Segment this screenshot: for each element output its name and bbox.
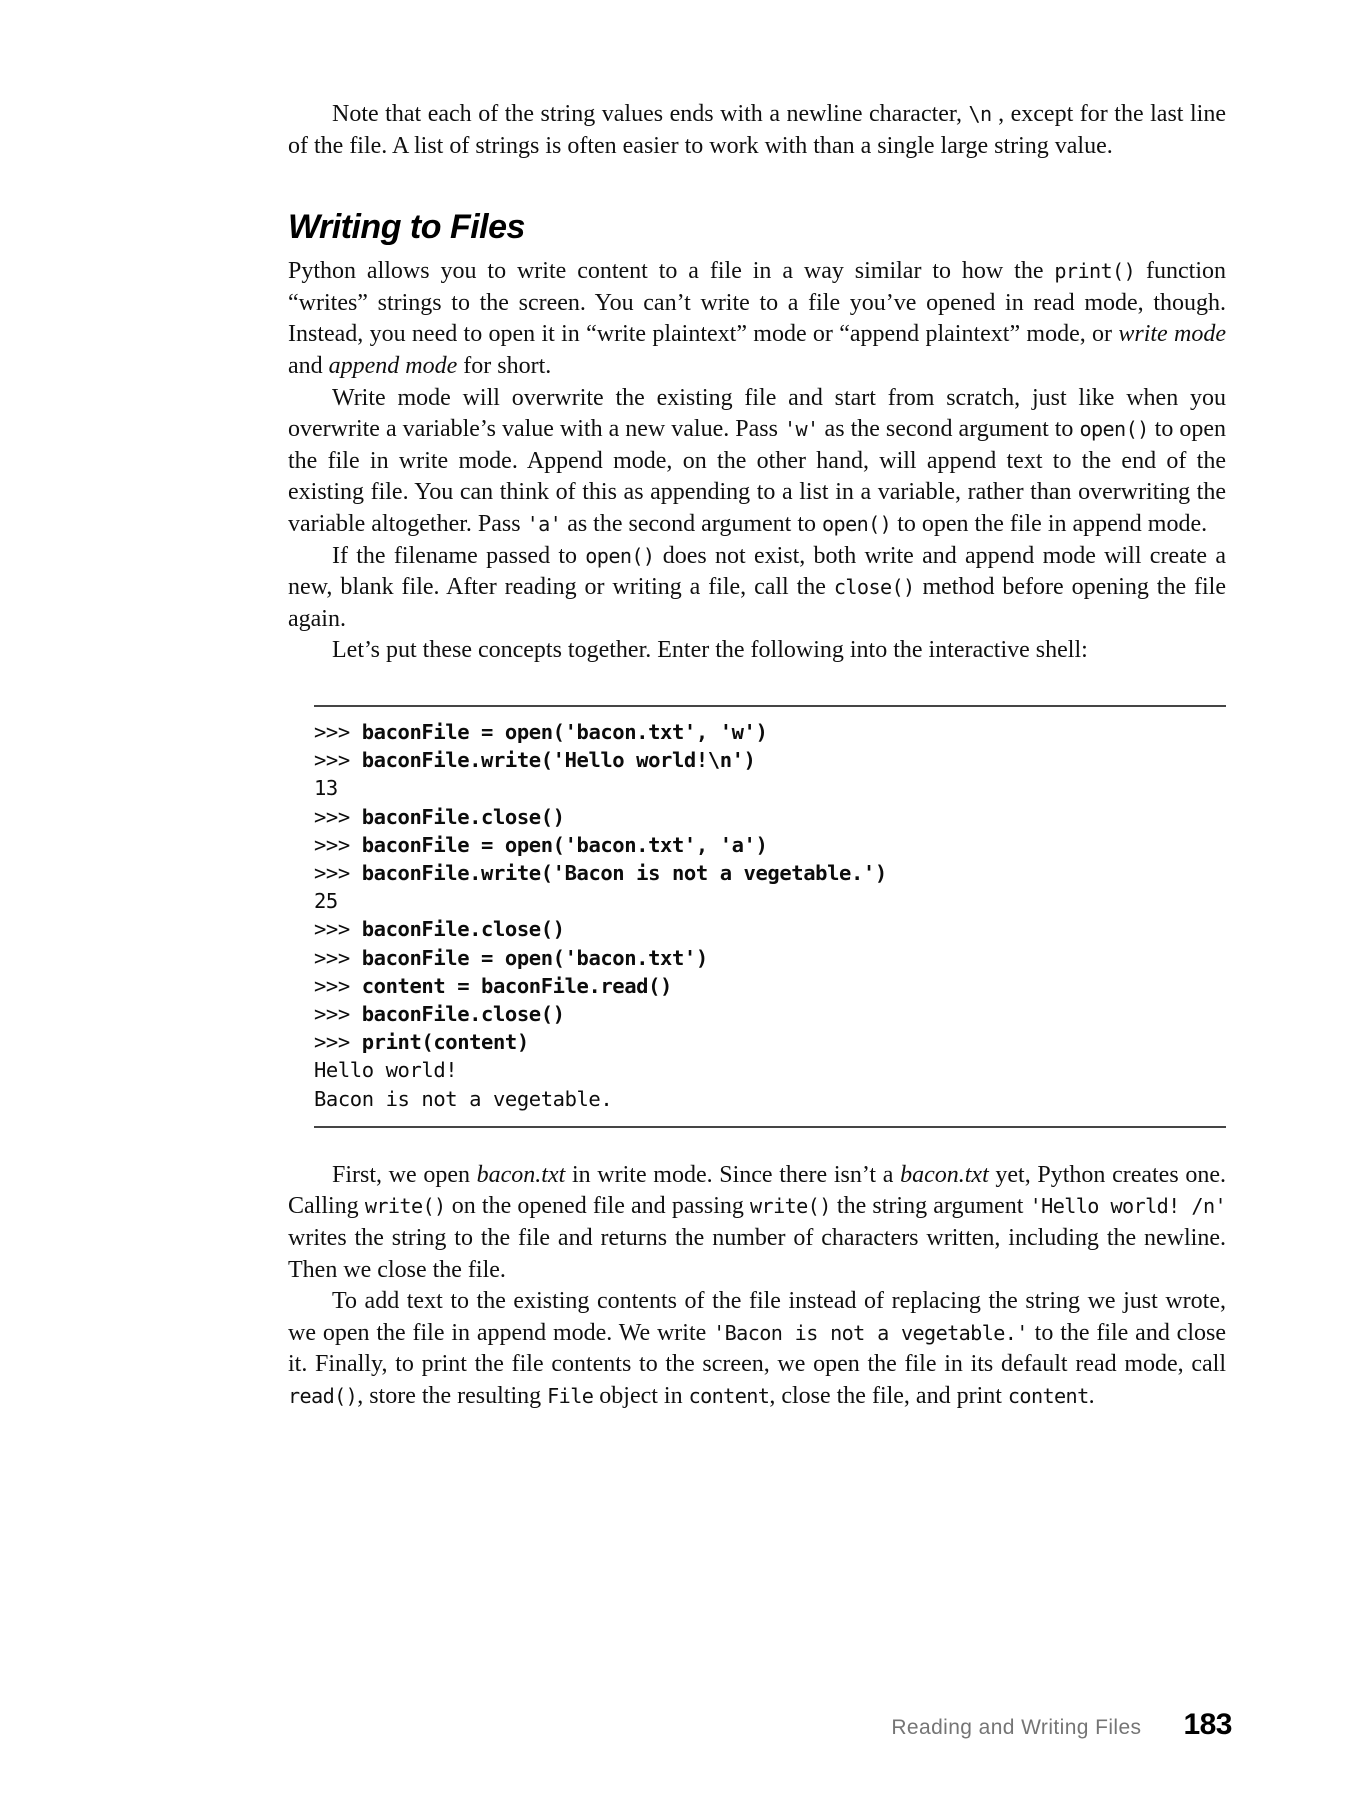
shell-prompt: >>>	[314, 1030, 362, 1055]
code-line	[314, 746, 1226, 774]
paragraph	[288, 256, 1226, 382]
shell-output: Hello world!	[314, 1058, 458, 1083]
inline-code: read()	[288, 1383, 358, 1408]
text-run: .	[1088, 1382, 1095, 1409]
inline-code: File	[547, 1383, 594, 1408]
inline-code: \n	[968, 102, 992, 126]
text-run: writes the string to the file and returns the number of characters written, including the newline. Then we close the file.	[288, 1224, 1226, 1283]
text-run: as the second argument to	[561, 510, 823, 537]
paragraph	[288, 1286, 1226, 1412]
text-run: , store the resulting	[357, 1382, 548, 1409]
shell-output: Bacon is not a vegetable.	[314, 1086, 613, 1111]
text-run: First, we open	[332, 1161, 477, 1188]
shell-prompt: >>>	[314, 748, 362, 773]
code-line	[314, 1056, 1226, 1084]
shell-input: baconFile = open('bacon.txt', 'w')	[361, 719, 768, 744]
code-line	[314, 803, 1226, 831]
shell-prompt: >>>	[314, 804, 362, 829]
text-run: write mode	[1118, 321, 1226, 348]
text-run: append mode	[328, 352, 458, 379]
text-run: to open the file in write mode. Append mode, on the other hand, will append text to the end of the existing file. You can think of this as appending to a list in a variable, rather than overwriting the variable altogether. Pass	[288, 416, 1226, 537]
text-run: yet, Python creates one. Calling	[288, 1161, 1226, 1220]
text-run: bacon.txt	[476, 1161, 566, 1188]
text-run: Note that each of the string values ends with a newline character,	[332, 101, 969, 127]
inline-code: content	[688, 1383, 770, 1408]
body-paragraphs-after-code	[288, 1160, 1226, 1413]
shell-prompt: >>>	[314, 945, 362, 970]
text-run: bacon.txt	[900, 1161, 989, 1188]
shell-input: baconFile.write('Hello world!\n')	[361, 748, 756, 773]
text-run: and	[288, 352, 329, 379]
paragraph	[288, 635, 1226, 667]
code-line	[314, 1000, 1226, 1028]
inline-code: content	[1007, 1383, 1089, 1408]
shell-input: baconFile.close()	[361, 804, 565, 829]
inline-code: 'Hello world! /n'	[1029, 1194, 1227, 1219]
text-run: to the file and close it. Finally, to print the file contents to the screen, we open the file in its default read mode, call	[288, 1319, 1226, 1378]
inline-code: open()	[1079, 417, 1149, 442]
text-run: the string argument	[830, 1193, 1030, 1220]
code-line	[314, 831, 1226, 859]
shell-input: baconFile = open('bacon.txt', 'a')	[361, 832, 768, 857]
inline-code: write()	[750, 1194, 831, 1219]
shell-output: 25	[314, 889, 338, 914]
shell-prompt: >>>	[314, 832, 362, 857]
paragraph	[288, 541, 1226, 636]
text-run: for short.	[457, 352, 552, 379]
inline-code: print()	[1054, 259, 1136, 284]
paragraph	[288, 383, 1226, 541]
shell-input: baconFile.write('Bacon is not a vegetable.')	[361, 860, 887, 885]
shell-output: 13	[314, 776, 338, 801]
text-run: , except for the last line of the file. A list of strings is often easier to work with than a single large string value.	[288, 101, 1226, 159]
shell-input: print(content)	[361, 1030, 529, 1055]
inline-code: close()	[833, 575, 915, 600]
footer-section-title: Reading and Writing Files	[891, 1716, 1142, 1739]
text-run: To add text to the existing contents of the file instead of replacing the string we just wrote, we open the file in append mode. We write	[288, 1288, 1226, 1346]
text-run: as the second argument to	[818, 416, 1080, 443]
inline-code: open()	[822, 511, 892, 536]
code-line	[314, 859, 1226, 887]
text-run: object in	[593, 1382, 689, 1409]
intro-paragraphs	[288, 99, 1226, 162]
code-line	[314, 774, 1226, 802]
body-paragraphs-before-code	[288, 256, 1226, 667]
inline-code: 'Bacon is not a vegetable.'	[713, 1320, 1028, 1345]
code-line	[314, 1085, 1226, 1113]
interactive-shell-code-block	[314, 705, 1226, 1128]
text-run: Python allows you to write content to a file in a way similar to how the	[288, 258, 1055, 285]
code-line	[314, 1028, 1226, 1056]
text-run: method before opening the file again.	[288, 574, 1226, 632]
page-content	[288, 99, 1226, 1413]
inline-code: 'a'	[526, 511, 562, 536]
page-number: 183	[1183, 1708, 1232, 1741]
shell-prompt: >>>	[314, 1001, 362, 1026]
inline-code: open()	[585, 543, 655, 568]
inline-code: 'w'	[783, 417, 819, 442]
section-heading: Writing to Files	[288, 208, 525, 247]
code-line	[314, 718, 1226, 746]
code-line	[314, 887, 1226, 915]
inline-code: write()	[364, 1194, 446, 1219]
text-run: to open the file in append mode.	[891, 510, 1208, 537]
shell-prompt: >>>	[314, 860, 362, 885]
text-run: in write mode. Since there isn’t a	[565, 1161, 901, 1188]
shell-prompt: >>>	[314, 917, 362, 942]
shell-input: baconFile.close()	[361, 1001, 565, 1026]
text-run: on the opened file and passing	[445, 1193, 751, 1220]
shell-input: baconFile = open('bacon.txt')	[361, 945, 708, 970]
text-run: , close the file, and print	[769, 1382, 1008, 1409]
page-footer	[891, 1708, 1232, 1742]
shell-prompt: >>>	[314, 973, 362, 998]
paragraph	[288, 1160, 1226, 1286]
shell-input: content = baconFile.read()	[361, 973, 672, 998]
text-run: If the filename passed to	[332, 542, 586, 569]
code-line	[314, 944, 1226, 972]
text-run: function “writes” strings to the screen. You can’t write to a file you’ve opened in read mode, though. Instead, you need to open it in “write plaintext” mode or “append plaintext” mode, or	[288, 258, 1226, 348]
code-line	[314, 915, 1226, 943]
shell-input: baconFile.close()	[361, 917, 565, 942]
text-run: Write mode will overwrite the existing file and start from scratch, just like when you overwrite a variable’s value with a new value. Pass	[288, 384, 1226, 443]
paragraph	[288, 99, 1226, 162]
text-run: does not exist, both write and append mode will create a new, blank file. After reading or writing a file, call the	[288, 542, 1226, 601]
text-run: Let’s put these concepts together. Enter the following into the interactive shell:	[332, 637, 1088, 664]
code-line	[314, 972, 1226, 1000]
shell-prompt: >>>	[314, 719, 362, 744]
